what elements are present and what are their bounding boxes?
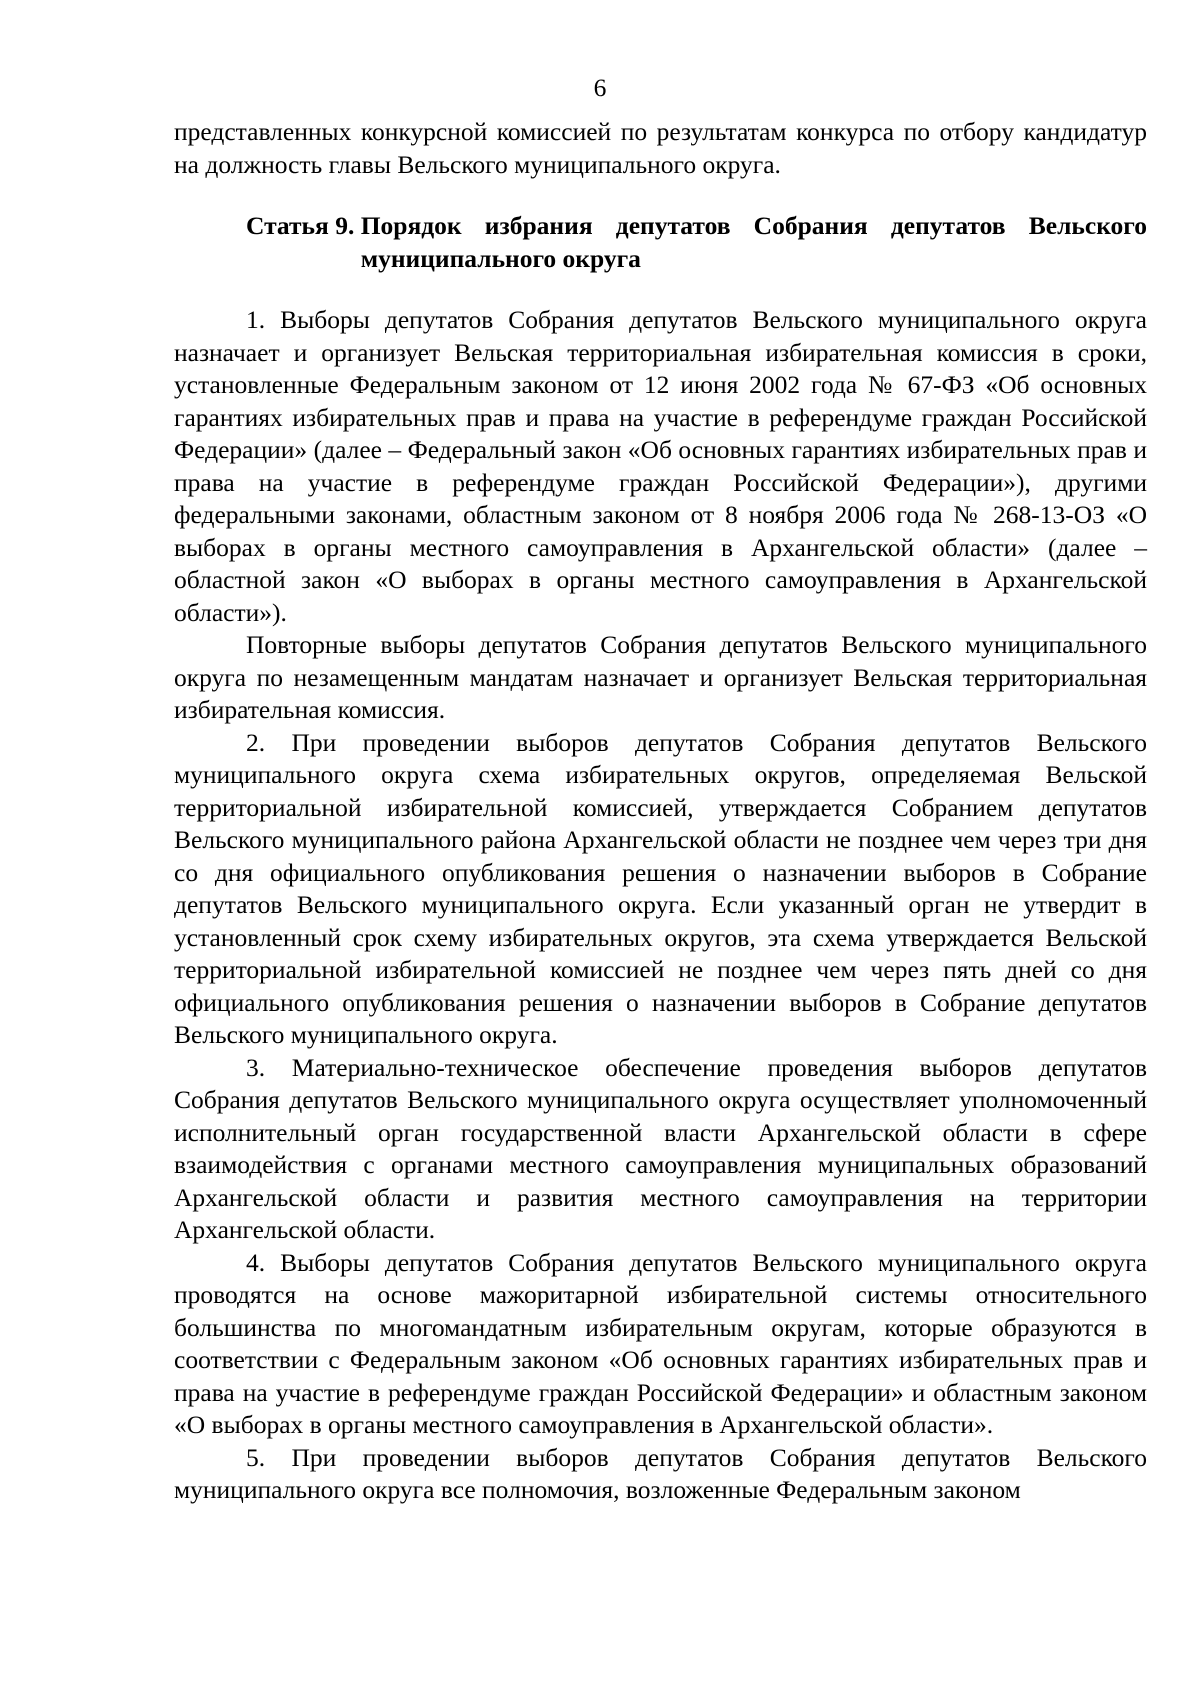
- paragraph-continuation: представленных конкурсной комиссией по результатам конкурса по отбору кандидатур на должность главы Вельского муниципального округа.: [174, 117, 1147, 179]
- paragraph-clause-3: 3. Материально-техническое обеспечение проведения выборов депутатов Собрания депутатов Вельского муниципального округа осуществляет уполномоченный исполнительный орган государственной власти Архангельской области в сфере взаимодействия с органами местного самоуправления муниципальных образований Архангельской области и развития местного самоуправления на территории Архангельской области.: [174, 1052, 1147, 1244]
- paragraph-repeat-elections: Повторные выборы депутатов Собрания депутатов Вельского муниципального округа по незамещенным мандатам назначает и организует Вельская территориальная избирательная комиссия.: [174, 630, 1147, 724]
- paragraph-clause-5: 5. При проведении выборов депутатов Собрания депутатов Вельского муниципального округа все полномочия, возложенные Федеральным законом: [174, 1442, 1147, 1504]
- paragraph-clause-1: 1. Выборы депутатов Собрания депутатов Вельского муниципального округа назначает и организует Вельская территориальная избирательная комиссия в сроки, установленные Федеральным законом от 12 июня 2002 года № 67-ФЗ «Об основных гарантиях избирательных прав и права на участие в референдуме граждан Российской Федерации» (далее – Федеральный закон «Об основных гарантиях избирательных прав и права на участие в референдуме граждан Российской Федерации»), другими федеральными законами, областным законом от 8 ноября 2006 года № 268-13-ОЗ «О выборах в органы местного самоуправления в Архангельской области» (далее – областной закон «О выборах в органы местного самоуправления в Архангельской области»).: [174, 305, 1147, 627]
- article-title: Порядок избрания депутатов Собрания депутатов Вельского муниципального округа: [360, 211, 1147, 273]
- page-number: 6: [593, 73, 607, 102]
- paragraph-clause-2: 2. При проведении выборов депутатов Собрания депутатов Вельского муниципального округа схема избирательных округов, определяемая Вельской территориальной избирательной комиссией, утверждается Собранием депутатов Вельского муниципального района Архангельской области не позднее чем через три дня со дня официального опубликования решения о назначении выборов в Собрание депутатов Вельского муниципального округа. Если указанный орган не утвердит в установленный срок схему избирательных округов, эта схема утверждается Вельской территориальной избирательной комиссией не позднее чем через пять дней со дня официального опубликования решения о назначении выборов в Собрание депутатов Вельского муниципального округа.: [174, 727, 1147, 1049]
- paragraph-clause-4: 4. Выборы депутатов Собрания депутатов Вельского муниципального округа проводятся на основе мажоритарной избирательной системы относительного большинства по многомандатным избирательным округам, которые образуются в соответствии с Федеральным законом «Об основных гарантиях избирательных прав и права на участие в референдуме граждан Российской Федерации» и областным законом «О выборах в органы местного самоуправления в Архангельской области».: [174, 1247, 1147, 1439]
- article-heading: [174, 210, 1147, 275]
- article-number: Статья 9.: [246, 211, 361, 240]
- document-body: [174, 116, 1147, 1507]
